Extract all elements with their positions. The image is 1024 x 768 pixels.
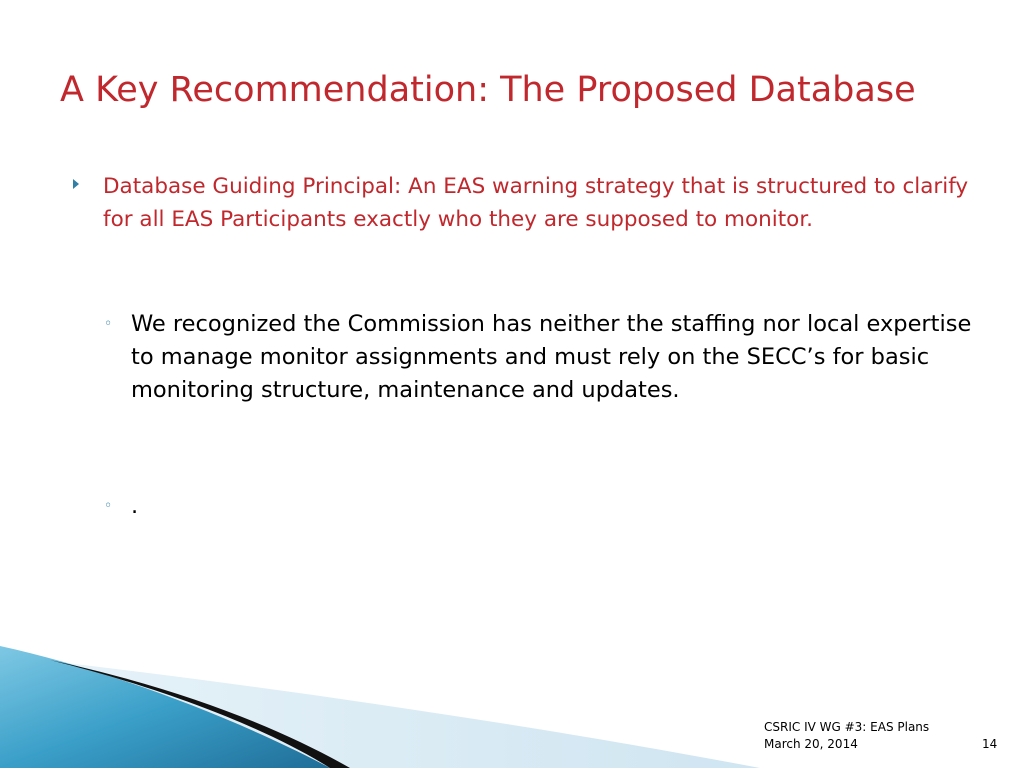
slide-title: A Key Recommendation: The Proposed Database — [60, 70, 916, 110]
sub-bullet-text: We recognized the Commission has neither the staffing nor local expertise to manage monitor assignments and must rely on the SECC’s for basic monitoring structure, maintenance and updates. — [131, 311, 972, 403]
page-number: 14 — [982, 737, 998, 751]
hollow-circle-icon: ◦ — [104, 316, 113, 332]
footer-title: CSRIC IV WG #3: EAS Plans — [764, 720, 930, 734]
triangle-right-icon — [73, 179, 79, 189]
bullet-item — [73, 170, 973, 236]
footer-info — [764, 719, 929, 753]
sub-bullet-text: . — [131, 493, 139, 519]
hollow-circle-icon: ◦ — [104, 498, 113, 514]
sub-bullet-item — [104, 308, 974, 407]
sub-bullet-item — [104, 490, 974, 523]
footer-date: March 20, 2014 — [764, 737, 858, 751]
bullet-text: Database Guiding Principal: An EAS warning strategy that is structured to clarify for all EAS Participants exactly who they are supposed to monitor. — [103, 174, 969, 232]
